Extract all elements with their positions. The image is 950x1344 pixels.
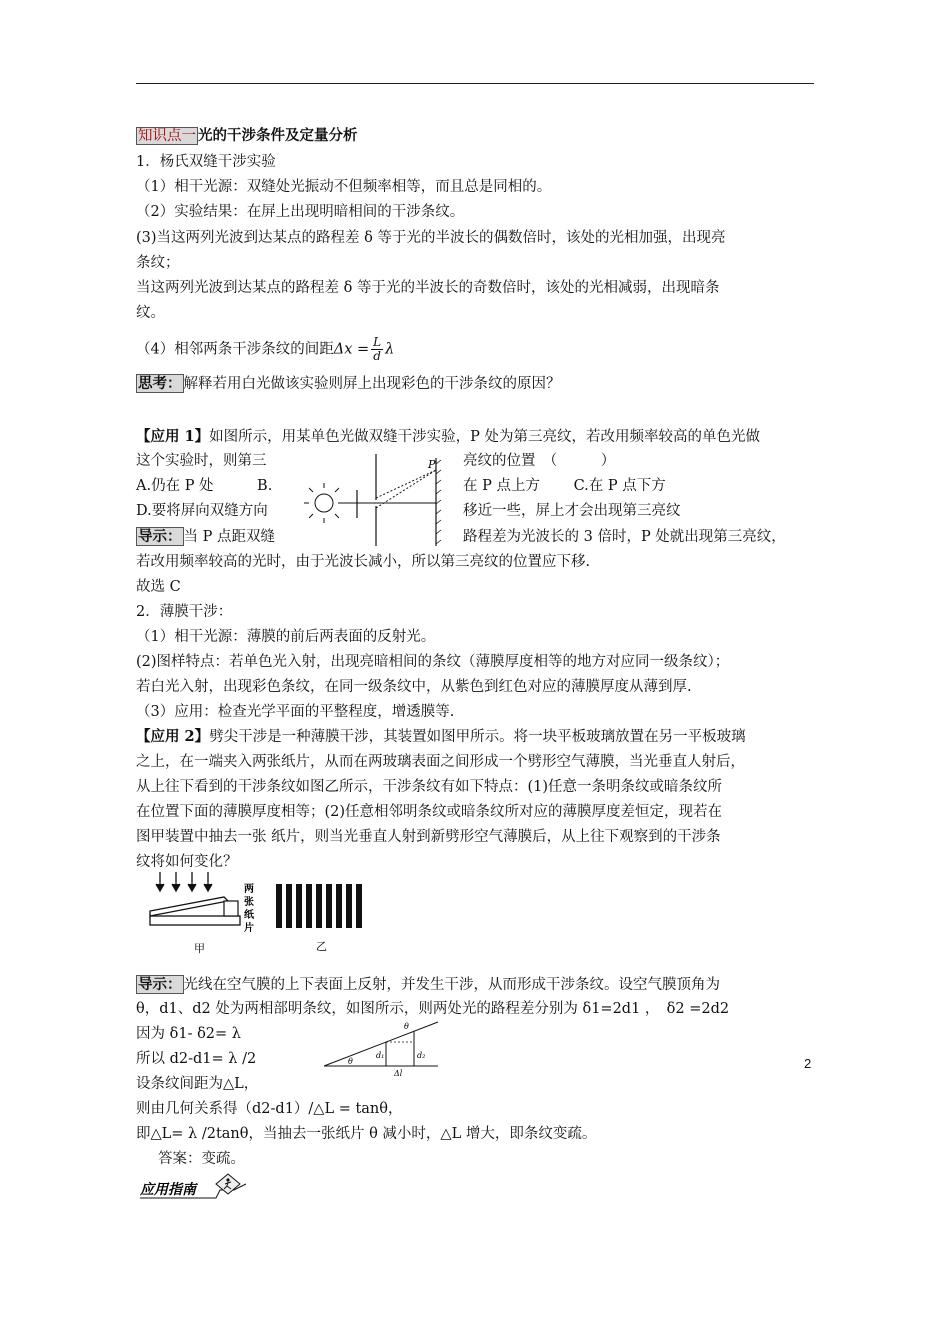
runner-head [226,1178,229,1181]
guide2-text1: 光线在空气膜的上下表面上反射，并发生干涉，从而形成干涉条纹。设空气膜顶角为 [183,977,720,993]
app1-line4b: 移近一些，屏上才会出现第三亮纹 [463,503,681,519]
app1-line5b: 路程差为光波长的 3 倍时，P 处就出现第三亮纹， [463,529,786,545]
side-label-1: 两 [244,884,254,895]
app1-line1 [136,427,760,447]
young-p1: （1）相干光源：双缝处光振动不但频率相等，而且总是同相的。 [136,179,552,195]
fig-b-caption: 乙 [316,940,327,953]
section-heading [136,126,358,146]
film-p2b: 若白光入射，出现彩色条纹，在同一级条纹中，从紫色到红色对应的薄膜厚度从薄到厚. [136,679,692,695]
guide2-line2: θ，d1、d2 处为两相部明条纹，如图所示，则两处光的路程差分别为 δ1=2d1 ， δ2 =2d2 [136,1001,730,1017]
formula-rhs: λ [385,341,395,358]
app2-line1 [136,727,746,747]
film-p3: （3）应用：检查光学平面的平整程度，增透膜等. [136,704,455,720]
app1-line3b: 在 P 点上方 C.在 P 点下方 [463,478,666,494]
screen-hatch [436,460,441,544]
guide2-label: 导示： [138,976,182,993]
app1-line3a: A.仍在 P 处 B. [136,478,273,494]
badge-text: 应用指南 [140,1182,196,1198]
paper-strips [224,901,238,916]
app2-line2: 之上，在一端夹入两张纸片，从而在两玻璃表面之间形成一个劈形空气薄膜，当光垂直人射后， [136,754,745,770]
app2-text1: 劈尖干涉是一种薄膜干涉，其装置如图甲所示。将一块平板玻璃放置在另一平板玻璃 [209,729,746,745]
app1-line5a-text: 当 P 点距双缝 [183,529,275,545]
young-p3a: (3)当这两列光波到达某点的路程差 δ 等于光的半波长的偶数倍时，该处的光相加强，出现亮 [136,230,726,246]
think-line [136,374,561,394]
guide2-line4: 所以 d2-d1= λ /2 [136,1051,257,1067]
formula-num: L [373,335,382,349]
app-guide-badge [138,1170,250,1204]
think-label: 思考： [138,375,182,392]
film-p1: （1）相干光源：薄膜的前后两表面的反射光。 [136,629,436,645]
guide2-line5: 设条纹间距为△L， [136,1076,259,1092]
top-glass [150,897,228,916]
film-p2a: (2)图样特点：若单色光入射，出现亮暗相间的条纹（薄膜厚度相等的地方对应同一级条纹）； [136,654,730,670]
double-slit-figure [298,448,458,548]
fringe-bars [276,884,362,928]
young-p2: （2）实验结果：在屏上出现明暗相间的干涉条纹。 [136,204,465,220]
app1-line6: 若改用频率较高的光时，由于光波长减小，所以第三亮纹的位置应下移. [136,554,591,570]
young-p3b: 条纹； [136,255,180,271]
d1-label: d₁ [376,1051,385,1060]
app1-guide-label: 导示： [138,528,182,545]
top-rule [136,83,814,84]
ray-upper [376,470,436,498]
section-title: 光的干涉条件及定量分析 [198,127,358,144]
app1-line2a: 这个实验时，则第三 [136,453,267,469]
section-label: 知识点一 [138,128,196,144]
guide2-answer: 答案：变疏。 [158,1151,245,1167]
formula-fraction [371,336,383,363]
side-label-3: 纸 [244,910,254,921]
guide2-line3: 因为 δ1- δ2= λ [136,1026,241,1042]
formula-den: d [373,349,381,363]
dl-label: Δl [394,1069,403,1078]
incident-arrows [156,872,212,891]
page-number: 2 [804,1056,812,1071]
app1-label: 【应用 1】 [136,428,210,445]
app2-line5: 图甲装置中抽去一张 纸片，则当光垂直人射到新劈形空气薄膜后，从上往下观察到的干涉条 [136,829,721,845]
film-heading: 2．薄膜干涉： [136,604,233,620]
young-p4 [136,336,394,363]
app2-label: 【应用 2】 [136,728,210,745]
guide2-line6: 则由几何关系得（d2-d1）/△L = tanθ， [136,1101,403,1117]
ray-lower [376,470,436,508]
geometry-figure [322,1018,442,1078]
theta-label-top: θ [404,1022,409,1031]
app1-line5a [136,527,275,547]
formula-lhs: Δx = [333,341,370,358]
app2-line4: 在位置下面的薄膜厚度相等；(2)任意相邻明条纹或暗条纹所对应的薄膜厚度差恒定，现若在 [136,804,723,820]
guide2-line7: 即△L= λ /2tanθ，当抽去一张纸片 θ 减小时，△L 增大，即条纹变疏。 [136,1126,597,1142]
theta-label-base: θ [348,1057,353,1066]
young-p4-text: （4）相邻两条干涉条纹的间距 [136,341,334,358]
app2-line3: 从上往下看到的干涉条纹如图乙所示，干涉条纹有如下特点：(1)任意一条明条纹或暗条纹所 [136,779,723,795]
young-p3c: 当这两列光波到达某点的路程差 δ 等于光的半波长的奇数倍时，该处的光相减弱，出现暗条 [136,280,720,296]
fig-a-caption: 甲 [194,942,205,955]
guide2-line1 [136,975,720,995]
app2-line6: 纹将如何变化？ [136,854,238,870]
app1-answer: 故选 C [136,579,181,595]
app1-text1: 如图所示，用某单色光做双缝干涉实验，P 处为第三亮纹，若改用频率较高的单色光做 [209,429,761,445]
app1-line2b: 亮纹的位置 （ ） [463,453,616,469]
wedge-figure [146,870,261,955]
fringe-figure [272,884,372,956]
young-heading: 1．杨氏双缝干涉实验 [136,154,276,170]
bottom-glass [150,916,240,925]
think-text: 解释若用白光做该实验则屏上出现彩色的干涉条纹的原因？ [183,376,561,392]
d2-label: d₂ [417,1051,426,1060]
side-label-2: 张 [244,897,254,908]
point-p-label: P [428,458,436,471]
side-label-4: 片 [244,923,254,934]
young-p3d: 纹。 [136,305,165,321]
app1-line4a: D.要将屏向双缝方向 [136,503,268,519]
